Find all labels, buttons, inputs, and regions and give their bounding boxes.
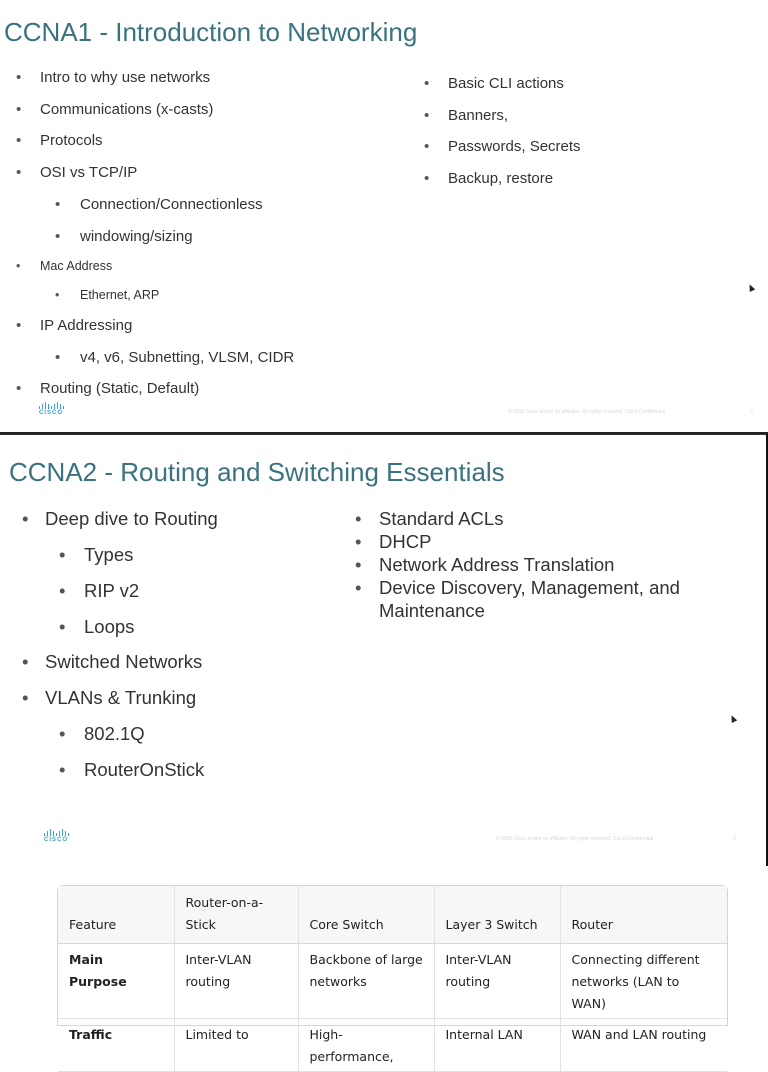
bullet-dot-icon: • — [424, 75, 430, 92]
cisco-logo: CISCO — [39, 402, 64, 416]
bullet-dot-icon: • — [59, 723, 66, 744]
bullet-dot-icon: • — [55, 228, 61, 245]
table-cell: Connecting different networks (LAN to WAN) — [560, 944, 727, 1019]
table-cell: Backbone of large networks — [298, 944, 434, 1019]
bullet-dot-icon: • — [55, 288, 60, 302]
bullet-dot-icon: • — [424, 107, 430, 124]
table-cell: Limited to — [174, 1019, 298, 1072]
mouse-cursor-icon — [729, 714, 737, 723]
bullet-dot-icon: • — [355, 531, 362, 552]
bullet-dot-icon: • — [55, 196, 61, 213]
column-header: Feature — [58, 886, 174, 944]
bullet-dot-icon: • — [22, 651, 29, 672]
table-cell: Inter-VLAN routing — [174, 944, 298, 1019]
table-cell: WAN and LAN routing — [560, 1019, 727, 1072]
table-cell: Traffic — [58, 1019, 174, 1072]
bullet-dot-icon: • — [16, 132, 22, 149]
cisco-bars-icon — [39, 402, 64, 409]
bullet-continuation: Maintenance — [379, 600, 485, 621]
mouse-cursor-icon — [747, 283, 755, 292]
cisco-logo: CISCO — [44, 829, 69, 843]
bullet-dot-icon: • — [16, 101, 22, 118]
table-row — [58, 944, 727, 1019]
column-header: Core Switch — [298, 886, 434, 944]
slide-footer: © 2016 Cisco and/or its affiliates. All rights reserved. Cisco Confidential — [508, 409, 666, 415]
table-cell: Main Purpose — [58, 944, 174, 1019]
bullet-dot-icon: • — [355, 554, 362, 575]
bullet-dot-icon: • — [16, 259, 21, 273]
bullet-dot-icon: • — [16, 69, 22, 86]
bullet-dot-icon: • — [16, 317, 22, 334]
bullet-dot-icon: • — [355, 577, 362, 598]
bullet-dot-icon: • — [355, 508, 362, 529]
bullet-dot-icon: • — [59, 759, 66, 780]
bullet-dot-icon: • — [59, 580, 66, 601]
slide-title: CCNA2 - Routing and Switching Essentials — [9, 457, 505, 487]
bullet-dot-icon: • — [16, 164, 22, 181]
slide-ccna1: CCNA1 - Introduction to Networking • Intro to why use networks • Communications (x-casts) • Protocols • OSI vs TCP/IP • Connection/Connectionless • windowing/sizing • Mac Address • Ethernet, ARP • IP Addressing • v4, v6, Subnetting, VLSM, CIDR • Routing (Static, Default) • Basic CLI actions • Banners, • Passwords, Secrets • Backup, restore CISCO © 2016 Cisco and/or its affiliates. All rights reserved. Cisco Confidential 3 — [0, 0, 766, 432]
bullet-dot-icon: • — [424, 138, 430, 155]
bullet-dot-icon: • — [424, 170, 430, 187]
bullet-dot-icon: • — [55, 349, 61, 366]
bullet-dot-icon: • — [16, 380, 22, 397]
page-number: 3 — [733, 836, 736, 842]
cisco-bars-icon — [44, 829, 69, 836]
bullet-dot-icon: • — [59, 544, 66, 565]
slide-ccna2: CCNA2 - Routing and Switching Essentials • Deep dive to Routing • Types • RIP v2 • Loops • Switched Networks • VLANs & Trunking • 802.1Q • RouterOnStick • Standard ACLs • DHCP • Network Address Translation • Device Discovery, Management, and Maintenance CISCO © 2016 Cisco and/or its affiliates. All rights reserved. Cisco Confidential 3 — [0, 434, 766, 867]
column-header: Router-on-a- Stick — [174, 886, 298, 944]
slide-footer: © 2016 Cisco and/or its affiliates. All rights reserved. Cisco Confidential — [496, 836, 654, 842]
table-row — [58, 1019, 727, 1072]
bullet-dot-icon: • — [22, 687, 29, 708]
column-header: Router — [560, 886, 727, 944]
table-cell: Internal LAN — [434, 1019, 560, 1072]
bullet-dot-icon: • — [59, 616, 66, 637]
table-header-row — [58, 886, 727, 944]
page-number: 3 — [750, 409, 753, 415]
column-header: Layer 3 Switch — [434, 886, 560, 944]
bullet-dot-icon: • — [22, 508, 29, 529]
table-cell: Inter-VLAN routing — [434, 944, 560, 1019]
comparison-table — [57, 885, 728, 1064]
slide-title: CCNA1 - Introduction to Networking — [4, 17, 418, 47]
table-cell: High-performance, — [298, 1019, 434, 1072]
